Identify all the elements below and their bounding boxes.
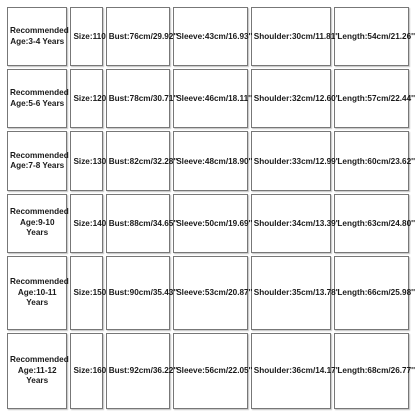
length-cell: Length:66cm/25.98'' <box>334 256 409 330</box>
shoulder-cell: Shoulder:35cm/13.78'' <box>251 256 332 330</box>
table-row <box>7 194 409 253</box>
length-cell: Length:63cm/24.80'' <box>334 194 409 253</box>
shoulder-cell: Shoulder:32cm/12.60'' <box>251 69 332 128</box>
bust-cell: Bust:92cm/36.22'' <box>106 333 171 409</box>
shoulder-cell: Shoulder:36cm/14.17'' <box>251 333 332 409</box>
table-row <box>7 333 409 409</box>
table-row <box>7 131 409 190</box>
sleeve-cell: Sleeve:46cm/18.11'' <box>173 69 248 128</box>
bust-cell: Bust:90cm/35.43'' <box>106 256 171 330</box>
bust-cell: Bust:76cm/29.92'' <box>106 7 171 66</box>
age-cell: Recommended Age:10-11 Years <box>7 256 67 330</box>
table-row <box>7 69 409 128</box>
shoulder-cell: Shoulder:34cm/13.39'' <box>251 194 332 253</box>
size-chart-table <box>4 4 416 412</box>
size-cell: Size:160 <box>70 333 102 409</box>
bust-cell: Bust:88cm/34.65'' <box>106 194 171 253</box>
sleeve-cell: Sleeve:53cm/20.87'' <box>173 256 248 330</box>
shoulder-cell: Shoulder:30cm/11.81'' <box>251 7 332 66</box>
sleeve-cell: Sleeve:50cm/19.69'' <box>173 194 248 253</box>
table-row <box>7 7 409 66</box>
age-cell: Recommended Age:9-10 Years <box>7 194 67 253</box>
age-cell: Recommended Age:11-12 Years <box>7 333 67 409</box>
sleeve-cell: Sleeve:56cm/22.05'' <box>173 333 248 409</box>
length-cell: Length:68cm/26.77'' <box>334 333 409 409</box>
size-cell: Size:140 <box>70 194 102 253</box>
size-cell: Size:150 <box>70 256 102 330</box>
age-cell: Recommended Age:3-4 Years <box>7 7 67 66</box>
shoulder-cell: Shoulder:33cm/12.99'' <box>251 131 332 190</box>
length-cell: Length:54cm/21.26'' <box>334 7 409 66</box>
age-cell: Recommended Age:5-6 Years <box>7 69 67 128</box>
size-cell: Size:110 <box>70 7 102 66</box>
size-cell: Size:130 <box>70 131 102 190</box>
bust-cell: Bust:82cm/32.28'' <box>106 131 171 190</box>
length-cell: Length:60cm/23.62'' <box>334 131 409 190</box>
length-cell: Length:57cm/22.44'' <box>334 69 409 128</box>
bust-cell: Bust:78cm/30.71'' <box>106 69 171 128</box>
sleeve-cell: Sleeve:48cm/18.90'' <box>173 131 248 190</box>
table-row <box>7 256 409 330</box>
sleeve-cell: Sleeve:43cm/16.93'' <box>173 7 248 66</box>
size-cell: Size:120 <box>70 69 102 128</box>
age-cell: Recommended Age:7-8 Years <box>7 131 67 190</box>
